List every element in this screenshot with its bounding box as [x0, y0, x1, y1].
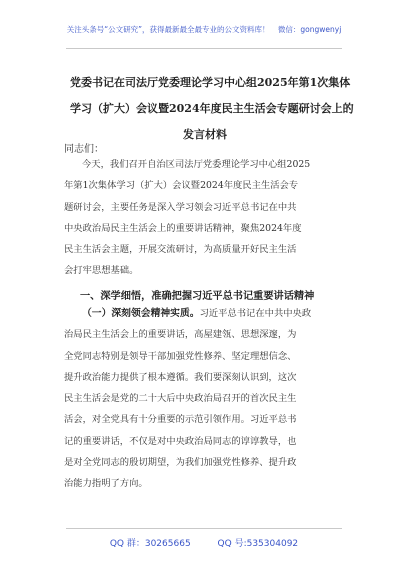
subsection-heading: （一）深刻领会精神实质。	[82, 308, 200, 319]
section-heading-1: 一、深学细悟，准确把握习近平总书记重要讲话精神	[80, 290, 315, 302]
qq-number: QQ 号:535304092	[217, 539, 299, 549]
footer-divider	[66, 528, 342, 529]
paragraph-line: 记的重要讲话，不仅是对中央政治局同志的谆谆教导，也	[64, 435, 297, 447]
paragraph-text: 习近平总书记在中共中央政	[199, 308, 312, 319]
paragraph-line: 提升政治能力提供了根本遵循。我们要深刻认识到，这次	[64, 371, 297, 383]
salutation: 同志们：	[64, 144, 104, 155]
wechat-id: 微信：gongwenyj	[277, 25, 342, 34]
paragraph-intro	[64, 154, 350, 282]
paragraph-line: 治能力指明了方向。	[64, 478, 148, 490]
contact-footer	[0, 536, 408, 549]
document-title	[70, 70, 354, 148]
paragraph-line: 治局民主生活会上的重要讲话，高屋建瓴、思想深邃，为	[64, 329, 297, 341]
promo-header	[0, 24, 408, 35]
qq-group: QQ 群：30265665	[109, 539, 191, 549]
paragraph-line	[64, 303, 350, 324]
paragraph-line: 年第1次集体学习（扩大）会议暨2024年度民主生活会专	[64, 180, 299, 192]
paragraph-line: 活会，对全党具有十分重要的示范引领作用。习近平总书	[64, 414, 297, 426]
paragraph-line: 民主生活会主题，开展交流研讨，为高质量开好民主生活	[64, 244, 297, 256]
paragraph-line: 是对全党同志的殷切期望，为我们加强党性修养、提升政	[64, 457, 297, 469]
title-line-3: 发言材料	[183, 128, 227, 141]
paragraph-line: 题研讨会，主要任务是深入学习领会习近平总书记在中共	[64, 201, 297, 213]
paragraph-line: 今天，我们召开自治区司法厅党委理论学习中心组2025	[82, 159, 311, 170]
title-line-2: 学习（扩大）会议暨2024年度民主生活会专题研讨会上的	[70, 102, 354, 115]
paragraph-line: 会打牢思想基础。	[64, 265, 139, 277]
paragraph-line: 全党同志特别是领导干部加强党性修养、坚定理想信念、	[64, 350, 297, 362]
paragraph-line: 中央政治局民主生活会上的重要讲话精神，聚焦2024年度	[64, 222, 302, 234]
paragraph-section-1-1	[64, 303, 350, 495]
title-line-1: 党委书记在司法厅党委理论学习中心组2025年第1次集体	[70, 76, 351, 89]
promo-header-text: 关注头条号“公文研究”，获得最新最全最专业的公文资料库！	[66, 25, 270, 34]
paragraph-line: 民主生活会是党的二十大后中央政治局召开的首次民主生	[64, 393, 297, 405]
header-divider	[66, 48, 342, 49]
